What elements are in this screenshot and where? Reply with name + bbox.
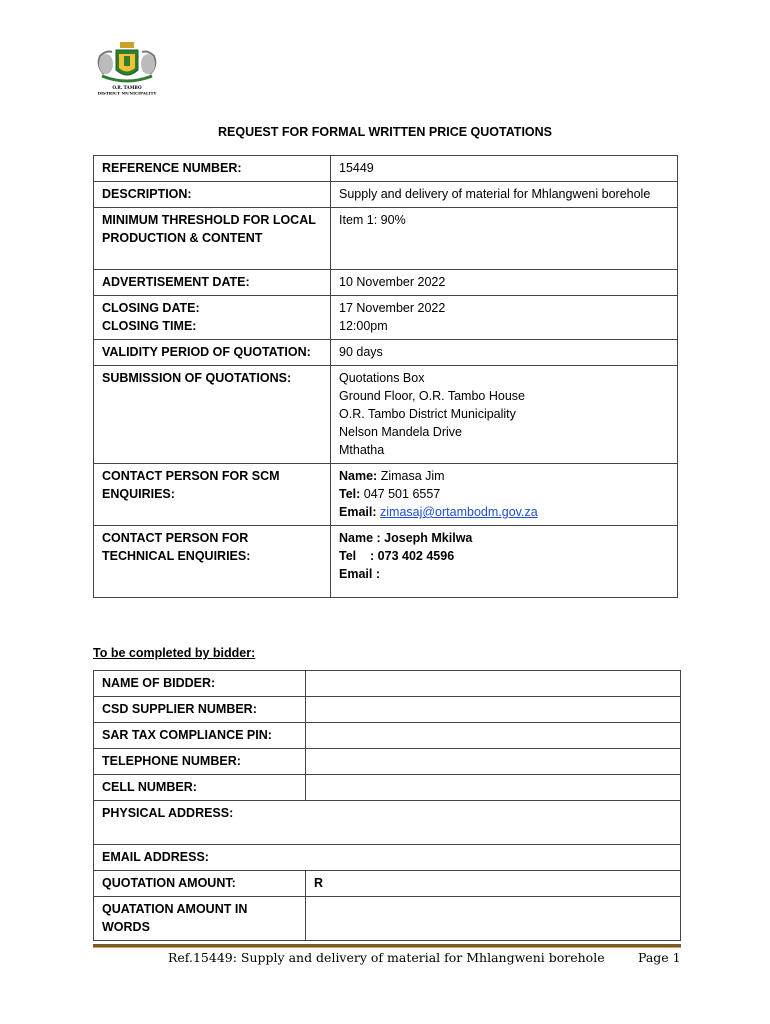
validity-row: [94, 340, 678, 366]
technical-contact-row: [94, 526, 678, 598]
reference-row: [94, 156, 678, 182]
document-title: REQUEST FOR FORMAL WRITTEN PRICE QUOTATIONS: [217, 125, 553, 139]
quotation-amount-currency: R: [314, 876, 324, 890]
submission-address: [331, 366, 678, 464]
email-address-field[interactable]: [94, 845, 681, 871]
cell-field[interactable]: [306, 775, 681, 801]
scm-name-value: Zimasa Jim: [380, 469, 445, 483]
description-row: [94, 182, 678, 208]
quotation-amount-label: QUOTATION AMOUNT:: [94, 871, 306, 897]
validity-label: VALIDITY PERIOD OF QUOTATION:: [94, 340, 331, 366]
tech-tel-label: Tel: [339, 549, 357, 563]
reference-label: REFERENCE NUMBER:: [94, 156, 331, 182]
bidder-section-heading: [93, 646, 255, 660]
reference-value: 15449: [331, 156, 678, 182]
quotation-details-table: [93, 155, 678, 598]
threshold-row: [94, 208, 678, 270]
amount-in-words-row: [94, 897, 681, 941]
bidder-name-row: [94, 671, 681, 697]
scm-contact-row: [94, 464, 678, 526]
threshold-label: MINIMUM THRESHOLD FOR LOCAL PRODUCTION & CONTENT: [94, 208, 331, 270]
tax-pin-field[interactable]: [306, 723, 681, 749]
email-address-row: [94, 845, 681, 871]
cell-label: CELL NUMBER:: [94, 775, 306, 801]
submission-line: Ground Floor, O.R. Tambo House: [339, 389, 525, 403]
telephone-row: [94, 749, 681, 775]
quotation-amount-field[interactable]: [306, 871, 681, 897]
advertisement-date-row: [94, 270, 678, 296]
description-value: Supply and delivery of material for Mhlangweni borehole: [331, 182, 678, 208]
closing-time-value: 12:00pm: [339, 319, 388, 333]
scm-tel-label: Tel:: [339, 487, 361, 501]
tax-pin-label: SAR TAX COMPLIANCE PIN:: [94, 723, 306, 749]
bidder-table: [93, 670, 681, 941]
footer-reference: Ref.15449: Supply and delivery of material for Mhlangweni borehole: [168, 950, 605, 965]
email-address-label: EMAIL ADDRESS:: [102, 850, 209, 864]
submission-row: [94, 366, 678, 464]
advertisement-date-value: 10 November 2022: [331, 270, 678, 296]
advertisement-date-label: ADVERTISEMENT DATE:: [94, 270, 331, 296]
tech-name: Name : Joseph Mkilwa: [339, 531, 473, 545]
bidder-heading-text: To be completed by bidder: [93, 646, 252, 660]
physical-address-row: [94, 801, 681, 845]
closing-row: [94, 296, 678, 340]
scm-email-label: Email:: [339, 505, 377, 519]
municipality-logo: [92, 40, 162, 96]
amount-in-words-field[interactable]: [306, 897, 681, 941]
bidder-heading-colon: :: [251, 646, 256, 660]
technical-contact-label: CONTACT PERSON FOR TECHNICAL ENQUIRIES:: [94, 526, 331, 598]
telephone-label: TELEPHONE NUMBER:: [94, 749, 306, 775]
physical-address-field[interactable]: [94, 801, 681, 845]
footer-rule: [93, 944, 681, 948]
closing-values: [331, 296, 678, 340]
csd-row: [94, 697, 681, 723]
scm-contact-label: CONTACT PERSON FOR SCM ENQUIRIES:: [94, 464, 331, 526]
scm-email-link[interactable]: zimasaj@ortambodm.gov.za: [380, 505, 538, 519]
submission-line: Quotations Box: [339, 371, 425, 385]
scm-contact-details: [331, 464, 678, 526]
cell-row: [94, 775, 681, 801]
amount-in-words-label: QUATATION AMOUNT IN WORDS: [94, 897, 306, 941]
page-number: Page 1: [638, 950, 681, 965]
submission-line: O.R. Tambo District Municipality: [339, 407, 516, 421]
bidder-name-field[interactable]: [306, 671, 681, 697]
tax-pin-row: [94, 723, 681, 749]
physical-address-label: PHYSICAL ADDRESS:: [102, 806, 234, 820]
threshold-value: Item 1: 90%: [331, 208, 678, 270]
quotation-amount-row: [94, 871, 681, 897]
submission-line: Nelson Mandela Drive: [339, 425, 462, 439]
closing-date-label: CLOSING DATE:: [102, 301, 200, 315]
description-label: DESCRIPTION:: [94, 182, 331, 208]
scm-tel-value: 047 501 6557: [363, 487, 441, 501]
submission-line: Mthatha: [339, 443, 385, 457]
tech-tel-value: : 073 402 4596: [370, 549, 455, 563]
telephone-field[interactable]: [306, 749, 681, 775]
logo-line1: O.R. TAMBO: [112, 85, 142, 90]
closing-time-label: CLOSING TIME:: [102, 319, 197, 333]
crest-icon: [99, 42, 156, 81]
csd-label: CSD SUPPLIER NUMBER:: [94, 697, 306, 723]
closing-labels: [94, 296, 331, 340]
validity-value: 90 days: [331, 340, 678, 366]
tech-email: Email :: [339, 567, 380, 581]
bidder-name-label: NAME OF BIDDER:: [94, 671, 306, 697]
submission-label: SUBMISSION OF QUOTATIONS:: [94, 366, 331, 464]
closing-date-value: 17 November 2022: [339, 301, 446, 315]
scm-name-label: Name:: [339, 469, 378, 483]
logo-line2: DISTRICT MUNICIPALITY: [97, 90, 157, 96]
csd-field[interactable]: [306, 697, 681, 723]
technical-contact-details: [331, 526, 678, 598]
